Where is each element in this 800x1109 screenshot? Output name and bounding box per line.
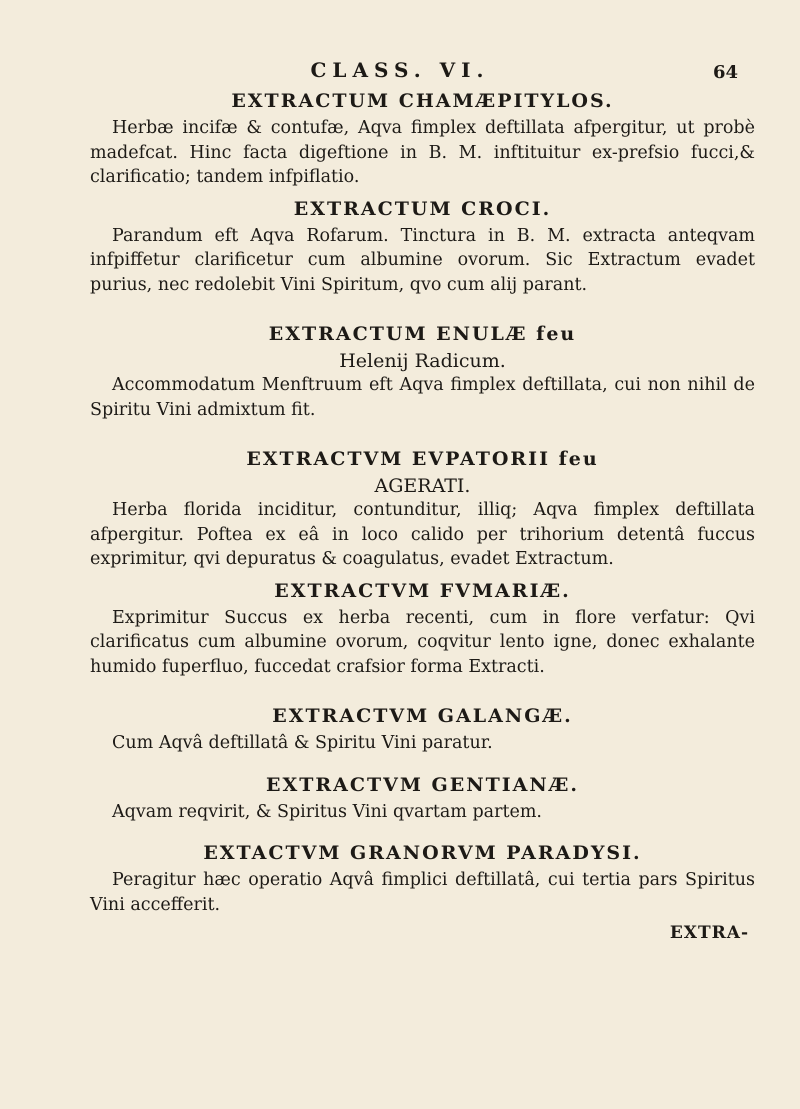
section-title-croci: EXTRACTUM CROCI.	[293, 197, 552, 220]
catchword: EXTRA-	[669, 923, 749, 943]
section-text-gentianae: Aqvam reqvirit, & Spiritus Vini qvartam partem.	[112, 801, 542, 822]
section-title-chamaepitylos: EXTRACTUM CHAMÆPITYLOS.	[231, 90, 614, 112]
section-text-fumariae: Exprimitur Succus ex herba recenti, cum in flore verfatur: Qvi clarificatus cum albumine ovorum, coqvitur lento igne, donec exhalante humido fuperfluo, fuccedat crafsior forma Extracti.	[90, 607, 755, 677]
section-subtitle-eupatorii: AGERATI.	[374, 475, 471, 497]
page-header	[0, 58, 800, 92]
section-text-galangae: Cum Aqvâ deftillatâ & Spiritu Vini paratur.	[112, 733, 493, 753]
page-content	[90, 88, 755, 943]
section-title-fumariae: EXTRACTVM FVMARIÆ.	[274, 579, 571, 602]
running-head: CLASS. VI.	[310, 58, 490, 82]
section-subtitle-enulae: Helenij Radicum.	[339, 350, 506, 372]
section-title-gentianae: EXTRACTVM GENTIANÆ.	[265, 773, 580, 796]
section-text-croci: Parandum eft Aqva Rofarum. Tinctura in B. M. extracta anteqvam infpiffetur clarificetur cum albumine ovorum. Sic Extractum evadet purius, nec redolebit Vini Spiritum, qvo cum alij parant.	[90, 225, 755, 295]
section-title-granorum-paradysi: EXTACTVM GRANORVM PARADYSI.	[203, 842, 642, 864]
page-number: 64	[712, 62, 738, 83]
section-text-eupatorii: Herba florida inciditur, contunditur, illiq; Aqva fimplex deftillata afpergitur. Poftea ex eâ in loco calido per trihorium detentâ fuccus exprimitur, qvi depuratus & coagulatus, evadet Extractum.	[90, 500, 755, 569]
section-text-granorum-paradysi: Peragitur hæc operatio Aqvâ fimplici deftillatâ, cui tertia pars Spiritus Vini accefferit.	[90, 870, 755, 915]
section-text-chamaepitylos: Herbæ incifæ & contufæ, Aqva fimplex deftillata afpergitur, ut probè madefcat. Hinc facta digeftione in B. M. inftituitur ex-prefsio fucci,& clarificatio; tandem infpiflatio.	[90, 118, 755, 187]
section-title-enulae: EXTRACTUM ENULÆ feu	[268, 323, 577, 345]
section-text-enulae: Accommodatum Menftruum eft Aqva fimplex deftillata, cui non nihil de Spiritu Vini admixtum fit.	[90, 375, 755, 420]
section-title-eupatorii: EXTRACTVM EVPATORII feu	[246, 448, 599, 470]
section-title-galangae: EXTRACTVM GALANGÆ.	[272, 705, 573, 727]
